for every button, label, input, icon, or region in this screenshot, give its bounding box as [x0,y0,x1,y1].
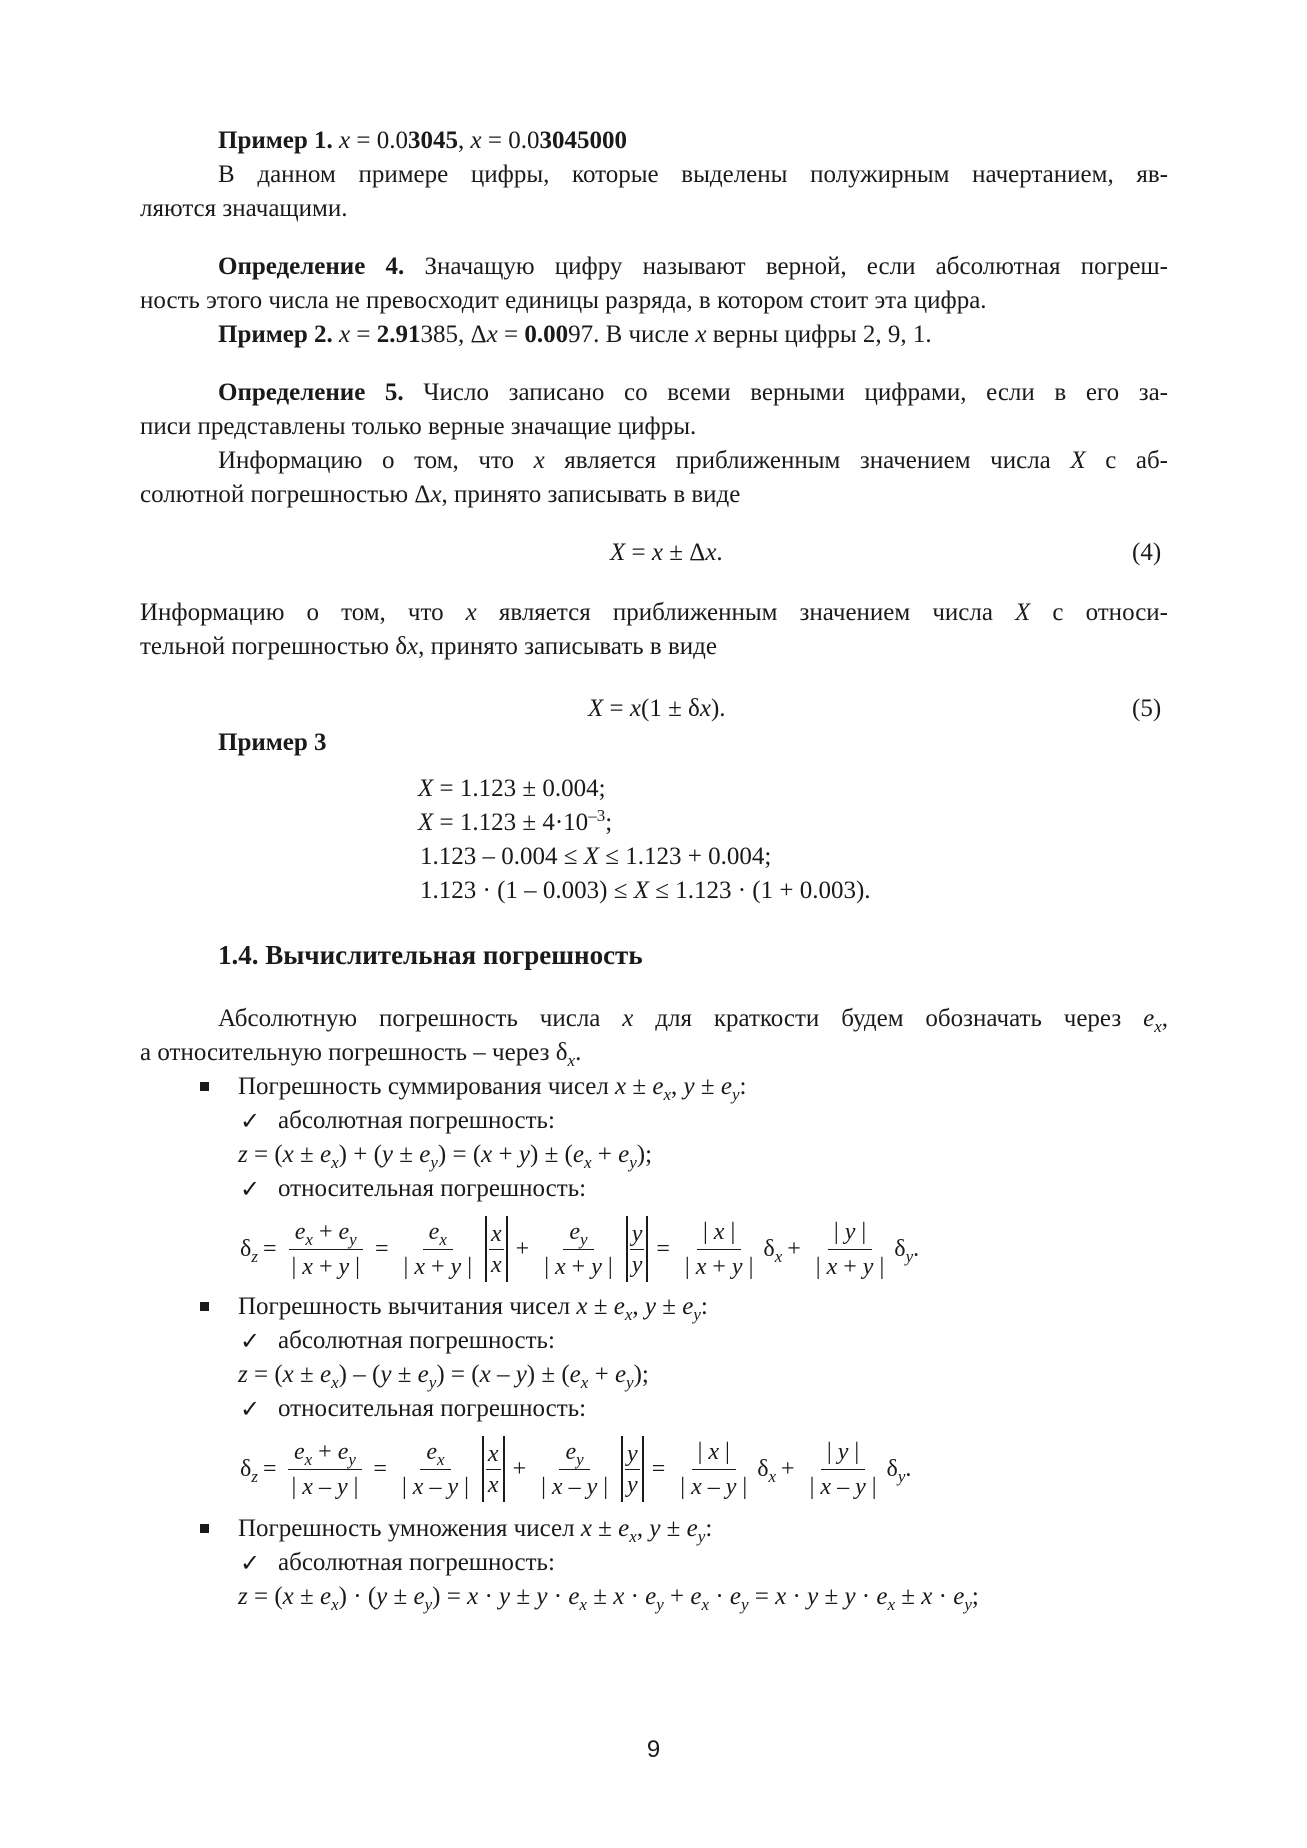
check-icon: ✓ [240,1395,261,1423]
example-1-label: Пример 1. [218,127,333,154]
paragraph-line: Информацию о том, что x является приближенным значением числа X с аб- [218,447,1168,474]
definition-5: Определение 5. Число записано со всеми верными цифрами, если в его за- [218,379,1168,406]
example-2: Пример 2. x = 2.91385, Δx = 0.0097. В числе x верны цифры 2, 9, 1. [218,321,932,348]
paragraph-line: ность этого числа не превосходит единицы разряда, в котором стоит эта цифра. [140,287,987,314]
example-3-line: 1.123 · (1 – 0.003) ≤ X ≤ 1.123 · (1 + 0.003). [420,877,871,904]
equation-5: X = x(1 ± δx). [588,695,726,722]
bullet-title-sub: Погрешность вычитания чисел $x \pm e_x$, $y \pm e_y$: [238,1293,708,1324]
bullet-marker [200,1524,209,1533]
check-label: абсолютная погрешность: [278,1107,555,1134]
example-3-label: Пример 3 [218,729,327,756]
page-number: 9 [646,1736,661,1763]
bullet-marker [200,1082,209,1091]
bullet-title-mul: Погрешность умножения чисел $x \pm e_x$, $y \pm e_y$: [238,1515,713,1546]
paragraph-line: ляются значащими. [140,195,348,222]
formula-line: $z = (x \pm e_x) \cdot (y \pm e_y) = x \cdot y \pm y \cdot e_x \pm x \cdot e_y + e_x \cdot e_y = x \cdot y \pm y \cdot e_x \pm x \cdot e_y$; [238,1583,979,1614]
paragraph-line: тельной погрешностью δx, принято записывать в виде [140,633,717,660]
equation-number: (5) [1132,695,1162,722]
paragraph-line: В данном примере цифры, которые выделены полужирным начертанием, яв- [218,161,1168,188]
check-icon: ✓ [240,1175,261,1203]
example-3-line: X = 1.123 ± 0.004; [418,775,606,802]
example-1: Пример 1. x = 0.03045, x = 0.03045000 [218,127,627,154]
definition-4: Определение 4. Значащую цифру называют верной, если абсолютная погреш- [218,253,1168,280]
formula-line: $z = (x \pm e_x) - (y \pm e_y) = (x - y) \pm (e_x + e_y)$; [238,1361,649,1392]
check-label: относительная погрешность: [278,1175,587,1202]
check-icon: ✓ [240,1549,261,1577]
section-heading: 1.4. Вычислительная погрешность [218,940,643,970]
equation-number: (4) [1132,539,1162,566]
check-icon: ✓ [240,1107,261,1135]
formula-rel-sub: $\delta_z$ = $\frac{e_x + e_y}{| x - y |}$ = $\frac{e_x}{| x - y |}$ $\frac{x}{x}$ + $\frac{e_y}{| x - y |}$ $\frac{y}{y}$ = $\frac{| x |}{| x - y |}$ $\delta_x$ + $\frac{| y |}{| x - y |}$ $\delta_y$. [240,1426,911,1512]
example-3-line: $X = 1.123 \pm 4\cdot 10^{-3}$; [418,806,613,836]
paragraph-line: солютной погрешностью Δx, принято записывать в виде [140,481,741,508]
check-label: абсолютная погрешность: [278,1549,555,1576]
paragraph-line: Абсолютную погрешность числа x для краткости будем обозначать через $e_x$, [218,1005,1168,1036]
paragraph-line: а относительную погрешность – через $\delta_x$. [140,1039,582,1070]
check-label: относительная погрешность: [278,1395,587,1422]
formula-line: $z = (x \pm e_x) + (y \pm e_y) = (x + y) \pm (e_x + e_y)$; [238,1141,653,1172]
paragraph-line: Информацию о том, что x является приближенным значением числа X с относи- [140,599,1168,626]
bullet-marker [200,1302,209,1311]
equation-4: X = x ± Δx. [610,539,723,566]
example-3-line: 1.123 – 0.004 ≤ X ≤ 1.123 + 0.004; [420,843,772,870]
paragraph-line: писи представлены только верные значащие цифры. [140,413,697,440]
formula-rel-sum: $\delta_z$ = $\frac{e_x + e_y}{| x + y |}$ = $\frac{e_x}{| x + y |}$ $\frac{x}{x}$ + $\frac{e_y}{| x + y |}$ $\frac{y}{y}$ = $\frac{| x |}{| x + y |}$ $\delta_x$ + $\frac{| y |}{| x + y |}$ $\delta_y$. [240,1206,919,1292]
bullet-title-sum: Погрешность суммирования чисел $x \pm e_x$, $y \pm e_y$: [238,1073,747,1104]
check-icon: ✓ [240,1327,261,1355]
check-label: абсолютная погрешность: [278,1327,555,1354]
